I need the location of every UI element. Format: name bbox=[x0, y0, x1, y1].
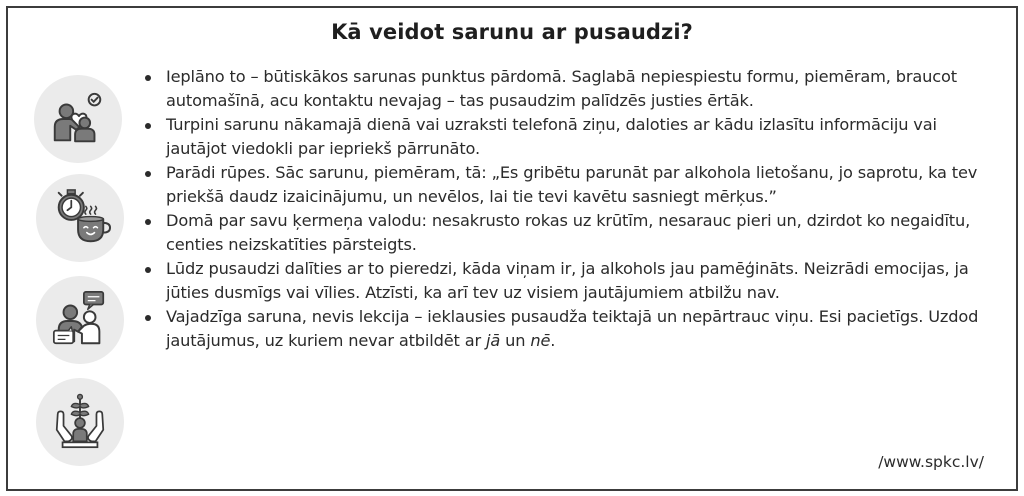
tip-item-2: Turpini sarunu nākamajā dienā vai uzraksti telefonā ziņu, daloties ar kādu izlasītu informāciju vai jautājot viedokli par iepriekš pārrunāto. bbox=[140, 113, 1000, 161]
tip-item-6 bbox=[140, 305, 1000, 353]
hands-plant-growth-icon bbox=[49, 391, 111, 453]
icon-circle-2 bbox=[36, 174, 124, 262]
tip-item-1: Ieplāno to – būtiskākos sarunas punktus pārdomā. Saglabā nepiespiestu formu, piemēram, braucot automašīnā, acu kontaktu nevajag – tas pusaudzim palīdzēs justies ērtāk. bbox=[140, 65, 1000, 113]
tip-item-3: Parādi rūpes. Sāc sarunu, piemēram, tā: „Es gribētu parunāt par alkohola lietošanu, jo saprotu, ka tev priekšā daudz izaicinājumu, un nevēlos, lai tie tevi kavētu sasniegt mērķus.” bbox=[140, 161, 1000, 209]
tip-item-5: Lūdz pusaudzi dalīties ar to pieredzi, kāda viņam ir, ja alkohols jau pamēģināts. Neizrādi emocijas, ja jūties dusmīgs vai vīlies. Atzīsti, ka arī tev uz visiem jautājumiem atbilžu nav. bbox=[140, 257, 1000, 305]
parent-child-heart-icon bbox=[47, 88, 109, 150]
icon-circle-3 bbox=[36, 276, 124, 364]
tip-6-text-b: un bbox=[500, 331, 531, 350]
tip-6-text-a: Vajadzīga saruna, nevis lekcija – ieklausies pusaudža teiktajā un nepārtrauc viņu. Esi pacietīgs. Uzdod jautājumus, uz kuriem nevar atbildēt ar bbox=[166, 307, 979, 350]
tip-6-emphasis-yes: jā bbox=[486, 331, 501, 350]
icon-circle-1 bbox=[34, 75, 122, 163]
tip-6-text-c: . bbox=[550, 331, 556, 350]
tip-item-4: Domā par savu ķermeņa valodu: nesakrusto rokas uz krūtīm, nesarauc pieri un, dzirdot ko negaidītu, centies neizskatīties pārsteigts. bbox=[140, 209, 1000, 257]
tips-list bbox=[140, 65, 1000, 353]
page-title: Kā veidot sarunu ar pusaudzi? bbox=[331, 20, 693, 44]
source-citation: /www.spkc.lv/ bbox=[878, 453, 984, 471]
stopwatch-coffee-icon bbox=[49, 187, 111, 249]
conversation-icon bbox=[49, 289, 111, 351]
tip-6-emphasis-no: nē bbox=[530, 331, 551, 350]
icon-circle-4 bbox=[36, 378, 124, 466]
